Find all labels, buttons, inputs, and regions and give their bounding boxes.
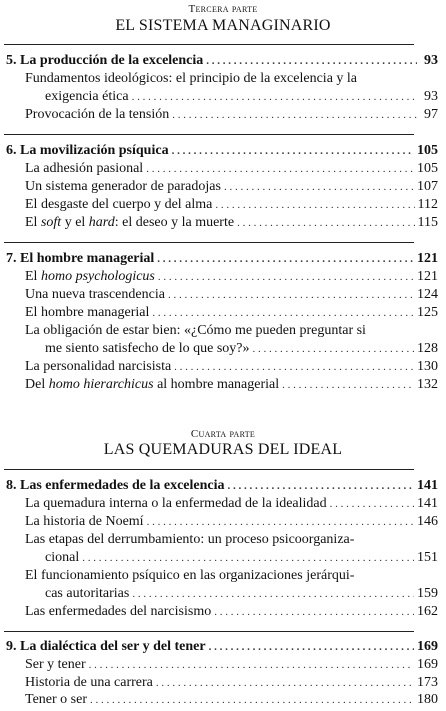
leader-dots <box>146 160 414 178</box>
chapter-title: La movilización psíquica <box>20 143 169 158</box>
toc-section-entry[interactable] <box>25 603 438 621</box>
chapter-number: 7. <box>6 251 17 266</box>
toc-chapter-entry[interactable] <box>6 638 438 656</box>
section-title: Un sistema generador de paradojas <box>25 179 221 194</box>
toc-section-entry[interactable] <box>25 196 438 214</box>
leader-dots <box>174 358 414 376</box>
toc-section-entry[interactable] <box>25 495 438 513</box>
toc-section-entry-cont[interactable] <box>45 549 438 567</box>
leader-dots <box>168 286 414 304</box>
page-number: 93 <box>424 53 438 68</box>
section-title: Del homo hierarchicus al hombre managerial <box>25 377 280 392</box>
page-number: 124 <box>417 287 438 302</box>
section-title: Ser y tener <box>25 657 86 672</box>
part-title: LAS QUEMADURAS DEL IDEAL <box>103 441 343 458</box>
chapter-number: 9. <box>6 639 17 654</box>
leader-dots <box>214 603 414 621</box>
section-title: La historia de Noemí <box>25 514 144 529</box>
section-title: Las enfermedades del narcisismo <box>25 604 212 619</box>
leader-dots <box>147 513 414 531</box>
chapter-divider <box>4 242 414 243</box>
leader-dots <box>224 178 414 196</box>
page-number: 105 <box>417 143 438 158</box>
toc-section-entry[interactable]: El funcionamiento psíquico en las organizaciones jerárqui- <box>25 568 355 583</box>
page-number: 141 <box>417 496 438 511</box>
page-number: 128 <box>417 341 438 356</box>
section-title: La adhesión pasional <box>25 161 144 176</box>
toc-section-entry[interactable] <box>25 513 438 531</box>
toc-section-entry[interactable] <box>25 376 438 394</box>
section-title: Una nueva trascendencia <box>25 287 165 302</box>
toc-section-entry[interactable] <box>25 656 438 674</box>
page-number: 146 <box>417 514 438 529</box>
page-number: 107 <box>417 179 438 194</box>
toc-section-entry-cont[interactable] <box>45 88 438 106</box>
section-title: La personalidad narcisista <box>25 359 172 374</box>
section-title: El desgaste del cuerpo y del alma <box>25 197 213 212</box>
toc-chapter-entry[interactable] <box>6 142 438 160</box>
part-label: Tercera parte <box>188 3 258 15</box>
chapter-divider <box>4 469 414 470</box>
leader-dots <box>157 250 414 268</box>
leader-dots <box>132 88 417 106</box>
leader-dots <box>237 214 414 232</box>
toc-section-entry[interactable] <box>25 674 438 692</box>
leader-dots <box>172 106 417 124</box>
toc-section-entry[interactable] <box>25 178 438 196</box>
page-number: 115 <box>417 215 438 230</box>
page-number: 121 <box>417 251 438 266</box>
leader-dots <box>206 52 417 70</box>
toc-section-entry-cont[interactable] <box>45 340 438 358</box>
chapter-title: La producción de la excelencia <box>20 53 204 68</box>
leader-dots <box>253 340 414 358</box>
leader-dots <box>158 268 414 286</box>
leader-dots <box>215 196 414 214</box>
section-title: La quemadura interna o la enfermedad de la idealidad <box>25 496 327 511</box>
toc-section-entry[interactable] <box>25 268 438 286</box>
page-number: 159 <box>417 586 438 601</box>
leader-dots <box>209 638 414 656</box>
leader-dots <box>172 142 414 160</box>
page-number: 97 <box>424 107 438 122</box>
page-number: 105 <box>417 161 438 176</box>
toc-section-entry[interactable] <box>25 286 438 304</box>
page-number: 151 <box>417 550 438 565</box>
section-title: Provocación de la tensión <box>25 107 170 122</box>
page-number: 121 <box>417 269 438 284</box>
chapter-title: Las enfermedades de la excelencia <box>20 478 225 493</box>
section-title: exigencia ética <box>45 89 129 104</box>
leader-dots <box>152 304 414 322</box>
page-number: 125 <box>417 305 438 320</box>
section-title: me siento satisfecho de lo que soy?» <box>45 341 250 356</box>
chapter-title: El hombre managerial <box>20 251 155 266</box>
section-title: Tener o ser <box>25 692 87 707</box>
section-title: cional <box>45 550 80 565</box>
page-number: 180 <box>417 692 438 707</box>
toc-section-entry[interactable]: La obligación de estar bien: «¿Cómo me pueden preguntar si <box>25 323 366 338</box>
leader-dots <box>228 477 414 495</box>
leader-dots <box>132 585 414 603</box>
chapter-title: La dialéctica del ser y del tener <box>20 639 206 654</box>
page-number: 112 <box>417 197 438 212</box>
page-number: 162 <box>417 604 438 619</box>
toc-section-entry[interactable] <box>25 214 438 232</box>
chapter-divider <box>4 631 414 632</box>
page-number: 173 <box>417 675 438 690</box>
chapter-divider <box>4 44 414 45</box>
toc-section-entry[interactable] <box>25 358 438 376</box>
toc-section-entry[interactable] <box>25 160 438 178</box>
toc-section-entry-cont[interactable] <box>45 585 438 603</box>
leader-dots <box>90 691 414 709</box>
leader-dots <box>282 376 414 394</box>
section-title: cas autoritarias <box>45 586 130 601</box>
part-title: EL SISTEMA MANAGINARIO <box>115 17 331 34</box>
toc-section-entry[interactable] <box>25 106 438 124</box>
chapter-divider <box>4 134 414 135</box>
leader-dots <box>82 549 414 567</box>
chapter-number: 6. <box>6 143 17 158</box>
chapter-number: 8. <box>6 478 17 493</box>
toc-section-entry[interactable]: Fundamentos ideológicos: el principio de la excelencia y la <box>25 71 358 86</box>
section-title: El soft y el hard: el deseo y la muerte <box>25 215 235 230</box>
toc-chapter-entry[interactable] <box>6 52 438 70</box>
toc-chapter-entry[interactable] <box>6 477 438 495</box>
leader-dots <box>156 674 414 692</box>
part-label: Cuarta parte <box>190 428 256 440</box>
chapter-number: 5. <box>6 53 17 68</box>
section-title: El hombre managerial <box>25 305 150 320</box>
leader-dots <box>330 495 414 513</box>
toc-section-entry[interactable] <box>25 304 438 322</box>
page-number: 169 <box>417 639 438 654</box>
section-title: El homo psychologicus <box>25 269 155 284</box>
page-number: 93 <box>424 89 438 104</box>
toc-section-entry[interactable] <box>25 691 438 709</box>
leader-dots <box>89 656 414 674</box>
toc-section-entry[interactable]: Las etapas del derrumbamiento: un proceso psicoorganiza- <box>25 532 355 547</box>
page-number: 141 <box>417 478 438 493</box>
page-number: 132 <box>417 377 438 392</box>
toc-chapter-entry[interactable] <box>6 250 438 268</box>
section-title: Historia de una carrera <box>25 675 153 690</box>
page-number: 130 <box>417 359 438 374</box>
page-number: 169 <box>417 657 438 672</box>
